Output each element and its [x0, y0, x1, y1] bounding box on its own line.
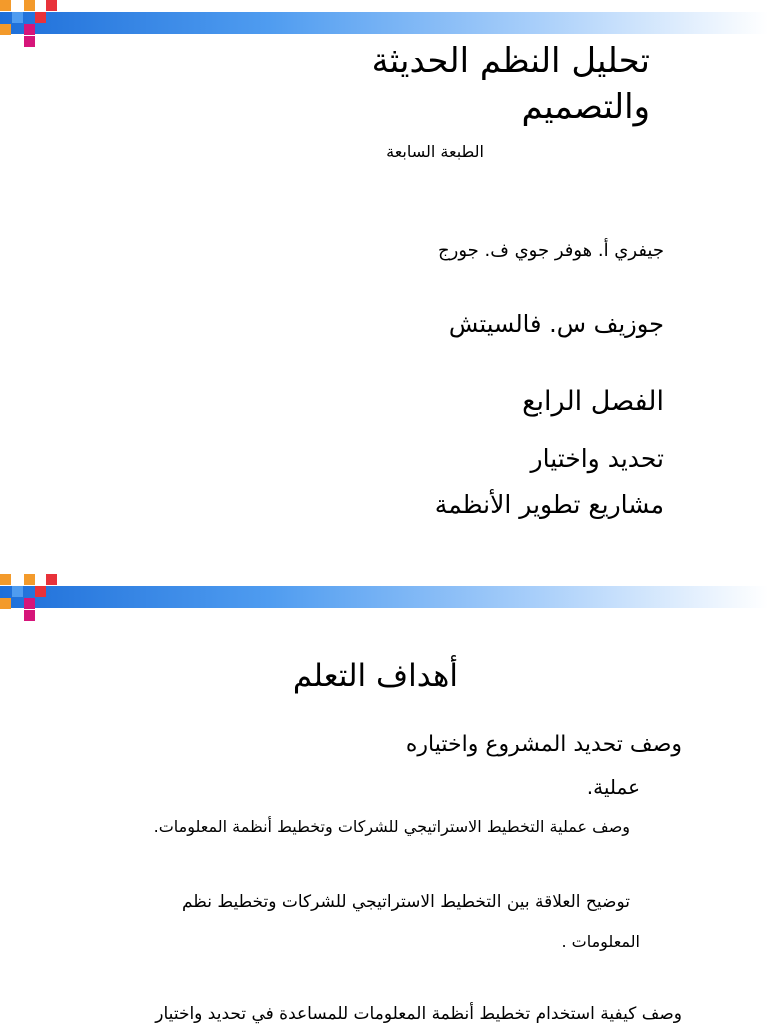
- bullet-text-continuation: المعلومات .: [561, 932, 640, 951]
- header-gradient-bar: [0, 586, 768, 608]
- pixel-decoration-icon: [0, 0, 60, 48]
- coauthor-line: جوزيف س. فالسيتش: [448, 310, 664, 338]
- chapter-topic-line2: مشاريع تطوير الأنظمة: [434, 490, 664, 519]
- chapter-label: الفصل الرابع: [522, 386, 664, 417]
- bullet-text-continuation: عملية.: [586, 775, 640, 799]
- bullet-item: [182, 892, 640, 912]
- bullet-item: [155, 1004, 692, 1024]
- bullet-text: وصف عملية التخطيط الاستراتيجي للشركات وتخطيط أنظمة المعلومات.: [153, 817, 630, 836]
- pixel-decoration-icon: [0, 574, 60, 622]
- authors-line: جيفري أ. هوفر جوي ف. جورج: [438, 240, 664, 261]
- bullet-text: وصف تحديد المشروع واختياره: [405, 732, 682, 757]
- slide-heading: أهداف التعلم: [292, 658, 458, 694]
- bullet-text: وصف كيفية استخدام تخطيط أنظمة المعلومات للمساعدة في تحديد واختيار: [155, 1004, 682, 1024]
- objectives-slide: [0, 572, 768, 1024]
- header-gradient-bar: [0, 12, 768, 34]
- bullet-item: [406, 732, 692, 757]
- bullet-text: توضيح العلاقة بين التخطيط الاستراتيجي للشركات وتخطيط نظم: [181, 892, 630, 912]
- chapter-topic-line1: تحديد واختيار: [530, 444, 664, 473]
- slide-subtitle: الطبعة السابعة: [386, 142, 484, 161]
- slide-title: تحليل النظم الحديثة والتصميم: [371, 41, 650, 127]
- bullet-item: [154, 817, 640, 836]
